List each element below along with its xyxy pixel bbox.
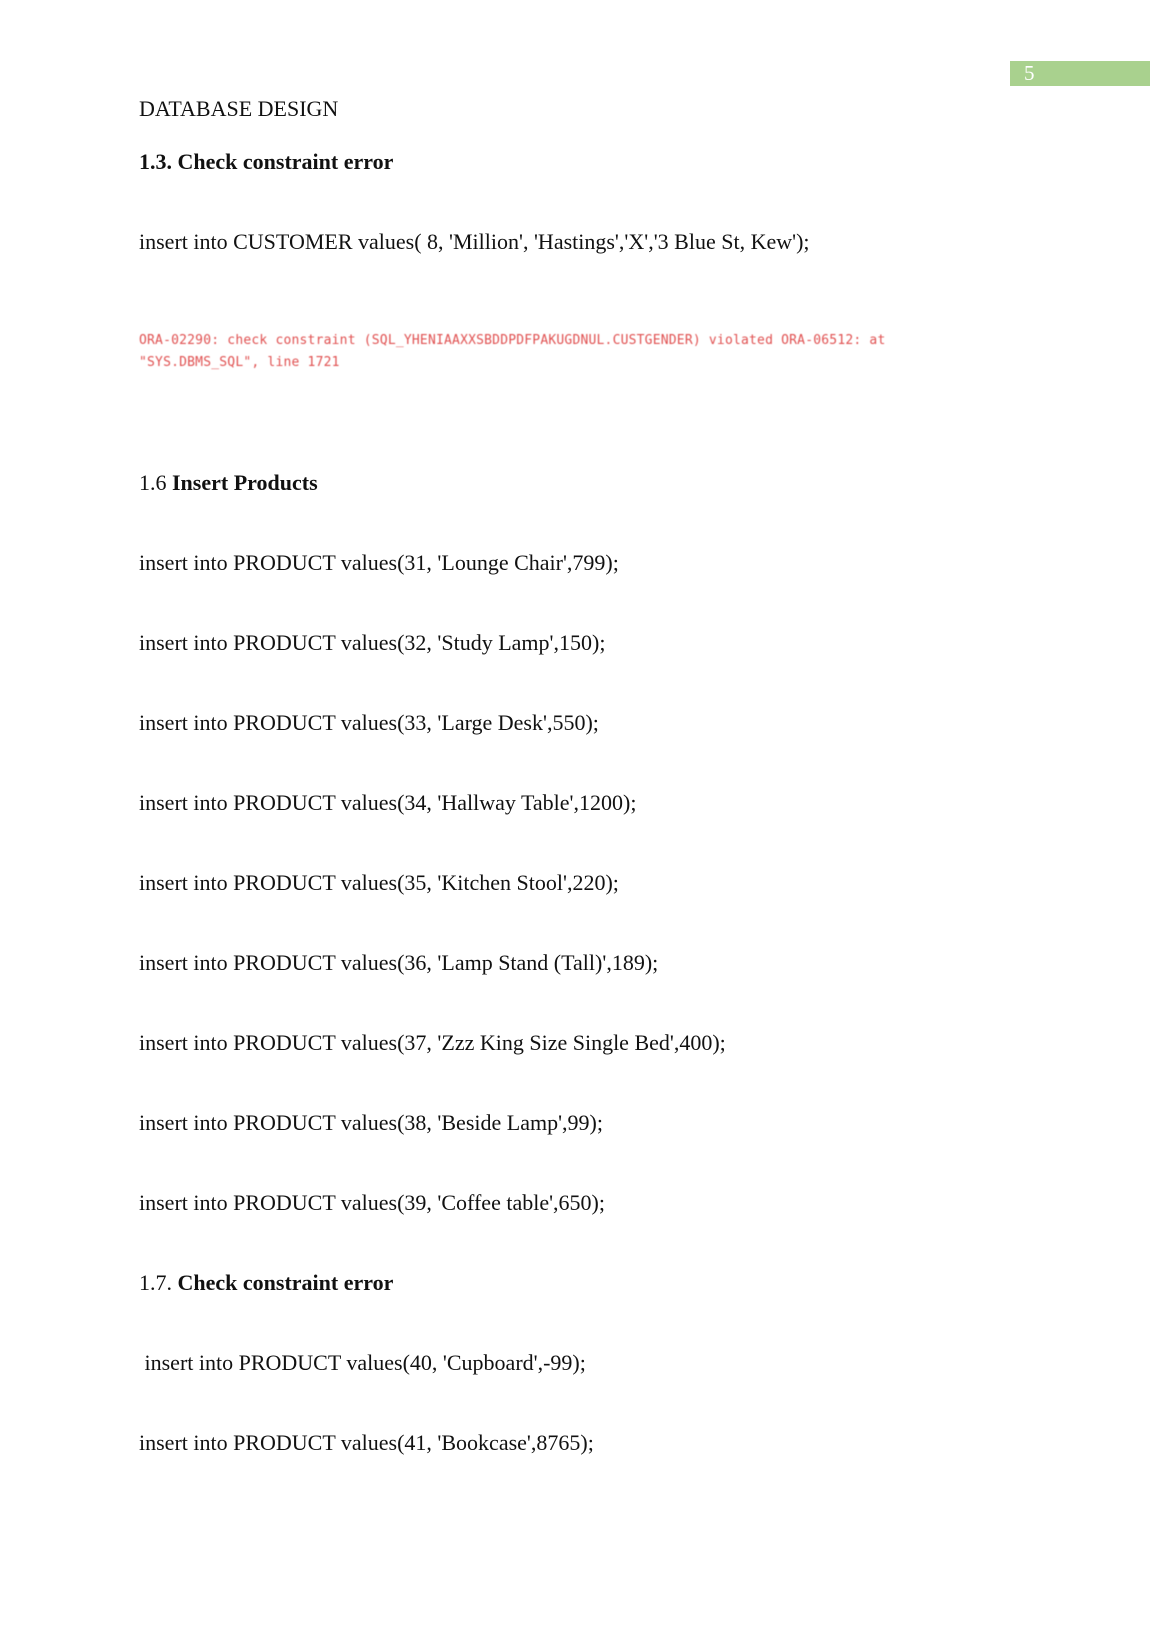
customer-insert-statement: insert into CUSTOMER values( 8, 'Million', 'Hastings','X','3 Blue St, Kew');	[139, 229, 810, 254]
page-number: 5	[1024, 61, 1035, 85]
error-message-image	[139, 330, 886, 374]
section-number: 1.6	[139, 470, 172, 495]
section-title: Check constraint error	[177, 1270, 394, 1295]
product-insert-statement: insert into PRODUCT values(36, 'Lamp Stand (Tall)',189);	[139, 950, 659, 975]
product-insert-statement: insert into PRODUCT values(41, 'Bookcase',8765);	[139, 1430, 594, 1455]
product-insert-statement: insert into PRODUCT values(37, 'Zzz King Size Single Bed',400);	[139, 1030, 726, 1055]
product-insert-statement: insert into PRODUCT values(39, 'Coffee table',650);	[139, 1190, 605, 1215]
product-insert-statement: insert into PRODUCT values(34, 'Hallway Table',1200);	[139, 790, 637, 815]
page-number-badge	[1010, 61, 1150, 86]
product-insert-statement: insert into PRODUCT values(31, 'Lounge Chair',799);	[139, 550, 619, 575]
error-message-line: "SYS.DBMS_SQL", line 1721	[139, 355, 340, 370]
product-insert-statement: insert into PRODUCT values(32, 'Study Lamp',150);	[139, 630, 606, 655]
section-heading-1-6	[139, 470, 318, 496]
section-heading-1-3: 1.3. Check constraint error	[139, 149, 394, 174]
product-insert-statement: insert into PRODUCT values(35, 'Kitchen Stool',220);	[139, 870, 619, 895]
section-heading-1-7	[139, 1270, 393, 1296]
section-number: 1.7.	[139, 1270, 178, 1295]
product-insert-statement: insert into PRODUCT values(40, 'Cupboard',-99);	[139, 1350, 586, 1375]
product-insert-statement: insert into PRODUCT values(38, 'Beside Lamp',99);	[139, 1110, 603, 1135]
section-title: Insert Products	[172, 470, 318, 495]
product-insert-statement: insert into PRODUCT values(33, 'Large Desk',550);	[139, 710, 599, 735]
running-title: DATABASE DESIGN	[139, 96, 339, 121]
error-message-line: ORA-02290: check constraint (SQL_YHENIAAXXSBDDPDFPAKUGDNUL.CUSTGENDER) violated ORA-06512: at	[139, 333, 886, 348]
